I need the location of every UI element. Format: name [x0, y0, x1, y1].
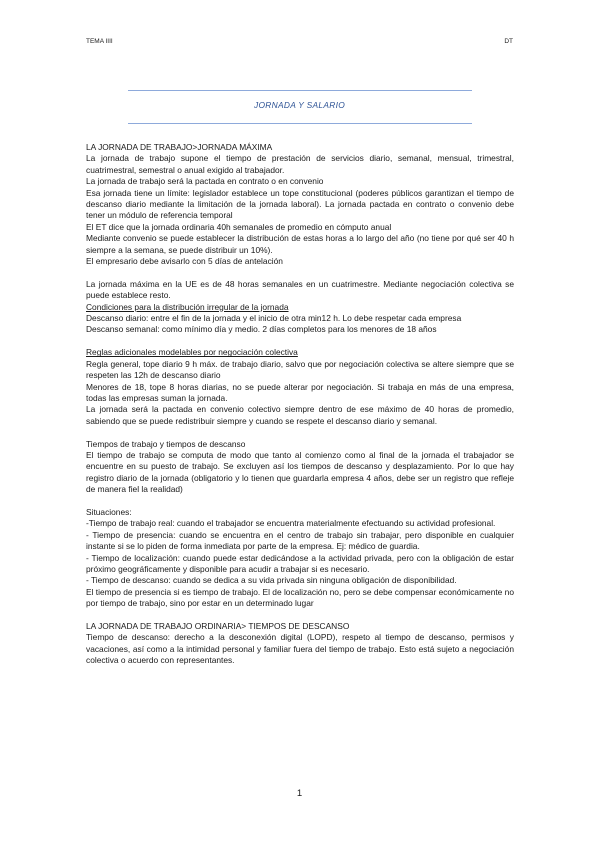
- paragraph: Mediante convenio se puede establecer la distribución de estas horas a lo largo del año (no tiene por qué ser 40 h siempre a la semana, se puede distribuir un 10%).: [86, 233, 514, 255]
- page-header: [86, 38, 513, 45]
- subheading-reglas-adicionales: Reglas adicionales modelables por negociación colectiva: [86, 347, 298, 358]
- list-item: - Tiempo de descanso: cuando se dedica a su vida privada sin ninguna obligación de disponibilidad.: [86, 575, 457, 586]
- document-body: [86, 142, 514, 667]
- paragraph: Descanso diario: entre el fin de la jornada y el inicio de otra min12 h. Lo debe respetar cada empresa: [86, 313, 462, 324]
- section-heading-jornada-maxima: LA JORNADA DE TRABAJO>JORNADA MÁXIMA: [86, 142, 273, 152]
- paragraph: Tiempo de descanso: derecho a la desconexión digital (LOPD), respeto al tiempo de descanso, permisos y vacaciones, así como a la intimidad personal y familiar fuera del tiempo de trabajo. Esto está sujeto a negociación colectiva o acuerdo con representantes.: [86, 632, 514, 666]
- paragraph: El ET dice que la jornada ordinaria 40h semanales de promedio en cómputo anual: [86, 221, 392, 232]
- paragraph: Regla general, tope diario 9 h máx. de trabajo diario, salvo que por negociación colectiva se altere siempre que se respeten las 12h de descanso diario: [86, 358, 514, 381]
- paragraph: La jornada de trabajo será la pactada en contrato o en convenio: [86, 176, 324, 187]
- paragraph: La jornada máxima en la UE es de 48 horas semanales en un cuatrimestre. Mediante negociación colectiva se puede establece resto.: [86, 278, 514, 301]
- subheading-distribucion-irregular: Condiciones para la distribución irregular de la jornada: [86, 301, 289, 312]
- page-number: 1: [296, 788, 303, 799]
- subheading-tiempos: Tiempos de trabajo y tiempos de descanso: [86, 438, 246, 449]
- document-title: JORNADA Y SALARIO: [253, 100, 346, 110]
- paragraph: El tiempo de trabajo se computa de modo que tanto al comienzo como al final de la jornada el trabajador se encuentre en su puesto de trabajo. Se excluyen así los tiempos de descanso y desplazamiento. Por lo que hay registro diario de la jornada (obligatorio y lo tienen que guardarla empresa 4 años, debe ser un registro que refleje de manera fiel la realidad): [86, 449, 514, 495]
- list-item: - Tiempo de localización: cuando puede estar dedicándose a la actividad privada, pero con la obligación de estar próximo geográficamente y disponible para acudir a trabajar si es necesario.: [86, 552, 514, 574]
- spacer: [86, 267, 514, 278]
- spacer: [86, 610, 514, 621]
- title-bottom-rule: [128, 123, 472, 124]
- paragraph: El empresario debe avisarlo con 5 días de antelación: [86, 256, 283, 267]
- header-right-text: DT: [504, 38, 513, 45]
- subheading-situaciones: Situaciones:: [86, 506, 132, 517]
- paragraph: El tiempo de presencia si es tiempo de trabajo. El de localización no, pero se debe compensar económicamente no por tiempo de trabajo, sino por estar en un determinado lugar: [86, 586, 514, 609]
- list-item: -Tiempo de trabajo real: cuando el trabajador se encuentra materialmente efectuando su actividad profesional.: [86, 518, 496, 529]
- paragraph: Esa jornada tiene un límite: legislador establece un tope constitucional (poderes públicos garantizan el tiempo de descanso diario mediante la limitación de la jornada laboral). La jornada pactada en contrato o convenio debe tener un módulo de referencia temporal: [86, 187, 514, 221]
- spacer: [86, 427, 514, 438]
- spacer: [86, 336, 514, 347]
- section-heading-tiempos-descanso: LA JORNADA DE TRABAJO ORDINARIA> TIEMPOS DE DESCANSO: [86, 620, 350, 631]
- title-top-rule: [128, 90, 472, 91]
- paragraph: Descanso semanal: como mínimo día y medio. 2 días completos para los menores de 18 años: [86, 324, 437, 335]
- list-item: - Tiempo de presencia: cuando se encuentra en el centro de trabajo sin trabajar, pero disponible en cualquier instante si se lo piden de forma inmediata por parte de la empresa. Ej: médico de guardia.: [86, 529, 514, 552]
- spacer: [86, 496, 514, 507]
- header-left-text: TEMA IIII: [86, 38, 113, 45]
- paragraph: La jornada será la pactada en convenio colectivo siempre dentro de ese máximo de 40 horas de promedio, sabiendo que se puede redistribuir siempre y cuando se respete el descanso diario y semanal.: [86, 404, 514, 426]
- paragraph: Menores de 18, tope 8 horas diarias, no se puede alterar por negociación. Si trabaja en más de una empresa, todas las empresas suman la jornada.: [86, 381, 514, 403]
- paragraph: La jornada de trabajo supone el tiempo de prestación de servicios diario, semanal, mensual, trimestral, cuatrimestral, semestral o anual exigido al trabajador.: [86, 153, 514, 175]
